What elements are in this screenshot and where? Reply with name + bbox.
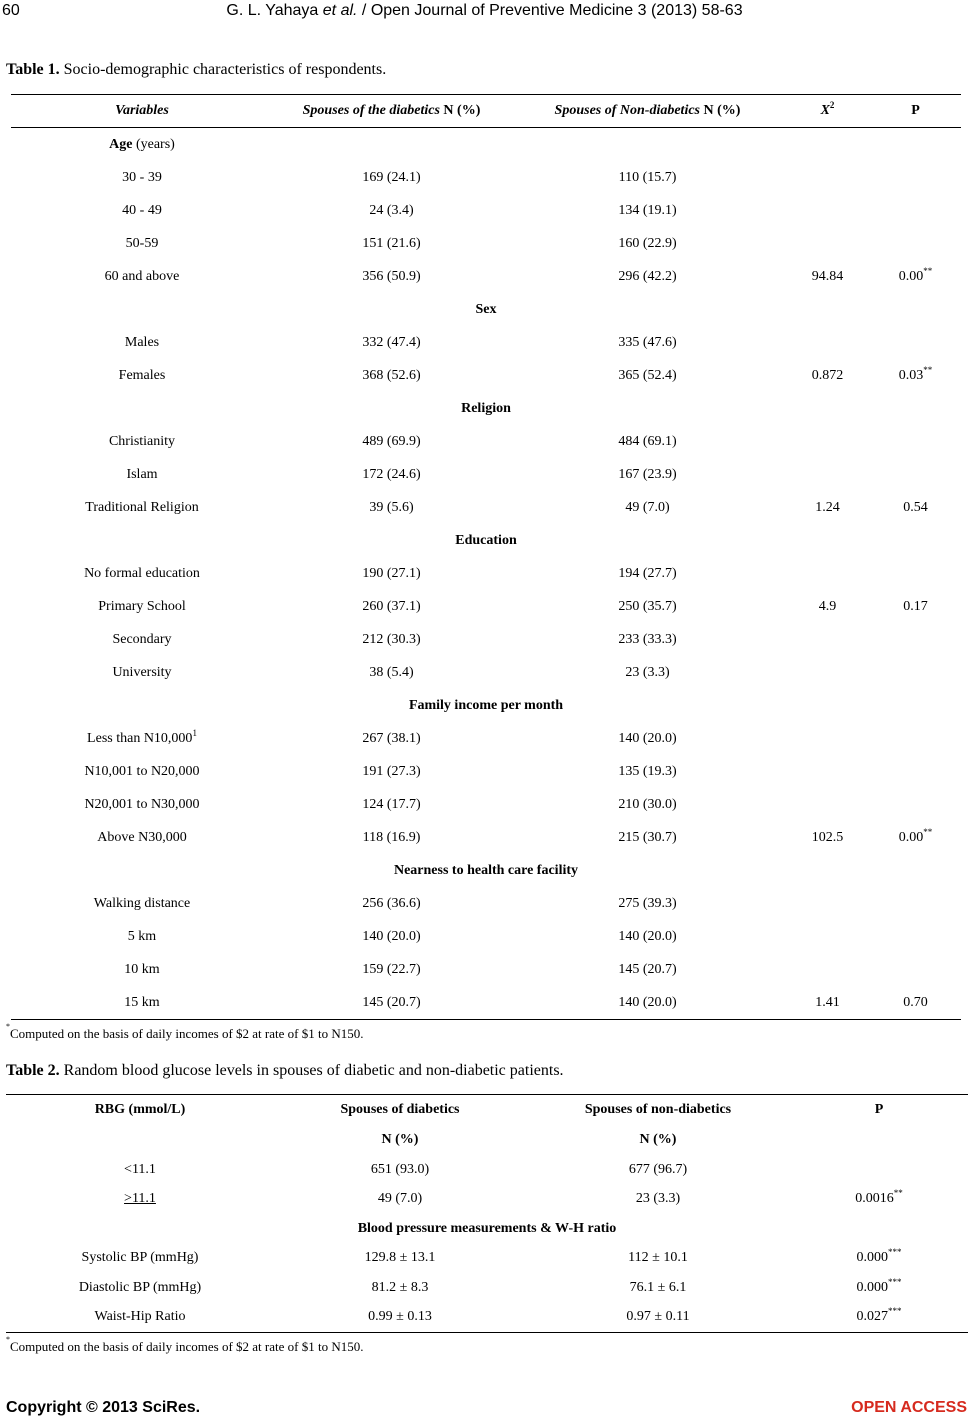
cell-diabetics: 256 (36.6) — [362, 895, 421, 911]
col-nondiabetics: Spouses of non-diabetics — [584, 1102, 732, 1117]
copyright-footer: Copyright © 2013 SciRes. — [6, 1399, 201, 1416]
table-row — [11, 590, 961, 623]
sex-group-label: Sex — [475, 301, 497, 317]
table1-header-row — [11, 95, 961, 128]
cell-p: 0.0016** — [855, 1188, 903, 1207]
table2-caption — [6, 1062, 564, 1080]
row-label: Waist-Hip Ratio — [94, 1309, 186, 1325]
cell-chi: 1.24 — [815, 499, 840, 515]
cell-nondiabetics: 135 (19.3) — [618, 763, 677, 779]
row-label: N20,001 to N30,000 — [84, 796, 200, 812]
cell-p: 0.70 — [903, 994, 928, 1010]
cell-chi — [785, 194, 870, 227]
cell-diabetics: 24 (3.4) — [369, 202, 414, 218]
row-label: 5 km — [127, 928, 157, 944]
cell-chi — [785, 656, 870, 689]
cell-diabetics: 651 (93.0) — [370, 1161, 430, 1177]
cell-chi — [785, 161, 870, 194]
cell-diabetics: 191 (27.3) — [362, 763, 421, 779]
col-chi-square: $X^2$ — [785, 95, 870, 128]
col-diabetics: Spouses of the diabetics N (%) — [273, 95, 510, 128]
cell-p — [870, 194, 961, 227]
subcol-diabetics-n-pct: N (%) — [381, 1132, 419, 1147]
cell-chi: 94.84 — [811, 268, 844, 284]
table-row — [11, 887, 961, 920]
table-row — [11, 755, 961, 788]
group-row-education — [11, 524, 961, 557]
cell-nondiabetics: 250 (35.7) — [618, 598, 677, 614]
running-header — [0, 2, 969, 20]
cell-chi — [785, 326, 870, 359]
cell-diabetics: 151 (21.6) — [362, 235, 421, 251]
col-diabetics: Spouses of diabetics — [340, 1102, 460, 1117]
table-row — [11, 458, 961, 491]
cell-p: 0.00** — [898, 826, 933, 845]
cell-p: 0.027*** — [856, 1306, 902, 1325]
cell-nondiabetics: 677 (96.7) — [628, 1161, 688, 1177]
cell-p: 0.03** — [898, 364, 933, 383]
header-etal: et al. — [322, 2, 358, 19]
cell-nondiabetics: 140 (20.0) — [618, 730, 677, 746]
table2 — [6, 1094, 968, 1333]
col-p: P — [874, 1102, 884, 1117]
row-label: N10,001 to N20,000 — [84, 763, 200, 779]
cell-chi — [785, 788, 870, 821]
cell-chi — [785, 623, 870, 656]
cell-p: 0.54 — [903, 499, 928, 515]
cell-diabetics: 81.2 ± 8.3 — [371, 1279, 429, 1295]
cell-p: 0.000*** — [856, 1247, 902, 1266]
cell-diabetics: 489 (69.9) — [362, 433, 421, 449]
row-label: Traditional Religion — [85, 499, 199, 515]
cell-chi — [785, 227, 870, 260]
table1-caption — [6, 61, 386, 79]
row-label: 40 - 49 — [122, 202, 162, 218]
row-label: Systolic BP (mmHg) — [81, 1250, 199, 1266]
religion-group-label: Religion — [461, 400, 511, 416]
cell-diabetics: 38 (5.4) — [369, 664, 414, 680]
row-label: No formal education — [84, 565, 200, 581]
table2-header-row — [6, 1095, 968, 1126]
cell-nondiabetics: 210 (30.0) — [618, 796, 677, 812]
bp-group-label: Blood pressure measurements & W-H ratio — [357, 1220, 617, 1236]
subcol-nondiabetics-n-pct: N (%) — [639, 1132, 677, 1147]
table1-footnote: *Computed on the basis of daily incomes of $2 at rate of $1 to N150. — [6, 1022, 364, 1041]
cell-nondiabetics: 335 (47.6) — [618, 334, 677, 350]
table2-caption-label: Table 2. — [6, 1062, 60, 1079]
table-row — [11, 953, 961, 986]
nearness-group-label: Nearness to health care facility — [393, 862, 579, 878]
table1-caption-text: Socio-demographic characteristics of respondents. — [59, 61, 387, 78]
cell-diabetics: 159 (22.7) — [362, 961, 421, 977]
cell-nondiabetics: 160 (22.9) — [618, 235, 677, 251]
cell-nondiabetics: 233 (33.3) — [618, 631, 677, 647]
table-row — [6, 1303, 968, 1333]
table2-caption-text: Random blood glucose levels in spouses of diabetic and non-diabetic patients. — [59, 1062, 564, 1079]
cell-chi — [785, 458, 870, 491]
table-row — [11, 425, 961, 458]
row-label: University — [112, 664, 172, 680]
table2-subheader-row — [6, 1125, 968, 1155]
cell-diabetics: 118 (16.9) — [362, 829, 421, 845]
table-row — [11, 656, 961, 689]
cell-diabetics: 49 (7.0) — [377, 1191, 423, 1207]
row-label: >11.1 — [124, 1191, 156, 1207]
cell-diabetics: 39 (5.6) — [369, 499, 414, 515]
page-number: 60 — [2, 2, 20, 19]
cell-chi — [785, 755, 870, 788]
cell-diabetics: 145 (20.7) — [362, 994, 421, 1010]
cell-nondiabetics: 194 (27.7) — [618, 565, 677, 581]
open-access-label: OPEN ACCESS — [851, 1399, 967, 1416]
cell-chi — [785, 722, 870, 755]
cell-diabetics: 0.99 ± 0.13 — [368, 1309, 432, 1325]
cell-diabetics: 172 (24.6) — [362, 466, 421, 482]
cell-p — [870, 557, 961, 590]
cell-chi — [785, 887, 870, 920]
cell-nondiabetics: 76.1 ± 6.1 — [629, 1279, 687, 1295]
cell-diabetics: 140 (20.0) — [362, 928, 421, 944]
row-label: Christianity — [108, 433, 176, 449]
age-group-label: Age (years) — [109, 136, 175, 152]
education-group-label: Education — [455, 532, 517, 548]
cell-nondiabetics: 296 (42.2) — [618, 268, 677, 284]
cell-diabetics: 332 (47.4) — [362, 334, 421, 350]
table-row — [6, 1273, 968, 1303]
table-row — [11, 986, 961, 1020]
table-row — [11, 557, 961, 590]
table1 — [11, 94, 961, 1020]
cell-p — [870, 887, 961, 920]
cell-chi: 0.872 — [811, 367, 844, 383]
cell-nondiabetics: 167 (23.9) — [618, 466, 677, 482]
table-row — [6, 1155, 968, 1185]
cell-p — [790, 1155, 968, 1185]
row-label: Secondary — [112, 631, 172, 647]
group-row-nearness — [11, 854, 961, 887]
cell-p — [870, 227, 961, 260]
cell-p — [870, 425, 961, 458]
cell-p: 0.17 — [903, 598, 928, 614]
row-label: 50-59 — [125, 235, 159, 251]
cell-p: 0.00** — [898, 265, 933, 284]
cell-p — [870, 161, 961, 194]
table-row — [11, 722, 961, 755]
row-label: 10 km — [124, 961, 160, 977]
row-label: 15 km — [124, 994, 160, 1010]
table-row — [11, 194, 961, 227]
cell-nondiabetics: 365 (52.4) — [618, 367, 677, 383]
table-row — [11, 227, 961, 260]
income-group-label: Family income per month — [408, 697, 564, 713]
cell-nondiabetics: 215 (30.7) — [618, 829, 677, 845]
cell-diabetics: 129.8 ± 13.1 — [364, 1250, 436, 1266]
table-row — [11, 260, 961, 293]
cell-diabetics: 356 (50.9) — [362, 268, 421, 284]
cell-p — [870, 458, 961, 491]
header-journal: / Open Journal of Preventive Medicine 3 (2013) 58-63 — [361, 2, 743, 19]
row-label: Above N30,000 — [97, 829, 187, 845]
row-label: Walking distance — [93, 895, 191, 911]
cell-nondiabetics: 275 (39.3) — [618, 895, 677, 911]
cell-chi — [785, 953, 870, 986]
cell-nondiabetics: 23 (3.3) — [625, 664, 670, 680]
cell-nondiabetics: 134 (19.1) — [618, 202, 677, 218]
row-label: Primary School — [98, 598, 186, 614]
cell-diabetics: 169 (24.1) — [362, 169, 421, 185]
cell-nondiabetics: 140 (20.0) — [618, 994, 677, 1010]
row-label: Islam — [126, 466, 158, 482]
row-label: Less than N10,000$^1$ — [87, 727, 197, 746]
row-label: Females — [118, 367, 166, 383]
table-row — [11, 788, 961, 821]
col-p: P — [870, 95, 961, 128]
table2-footnote: *Computed on the basis of daily incomes of $2 at rate of $1 to N150. — [6, 1335, 364, 1354]
cell-nondiabetics: 0.97 ± 0.11 — [626, 1309, 690, 1325]
col-nondiabetics: Spouses of Non-diabetics N (%) — [510, 95, 785, 128]
cell-chi — [785, 557, 870, 590]
cell-p — [870, 788, 961, 821]
cell-chi: 1.41 — [815, 994, 840, 1010]
cell-chi — [785, 425, 870, 458]
group-row-income — [11, 689, 961, 722]
col-rbg: RBG (mmol/L) — [94, 1102, 186, 1117]
table-row — [6, 1185, 968, 1215]
group-row-age — [11, 128, 961, 162]
cell-diabetics: 212 (30.3) — [362, 631, 421, 647]
table-row — [11, 161, 961, 194]
cell-chi — [785, 920, 870, 953]
col-variables: Variables — [11, 95, 273, 128]
cell-diabetics: 267 (38.1) — [362, 730, 421, 746]
cell-nondiabetics: 112 ± 10.1 — [628, 1250, 688, 1266]
cell-chi: 102.5 — [811, 829, 844, 845]
row-label: Diastolic BP (mmHg) — [78, 1279, 202, 1295]
cell-p — [870, 326, 961, 359]
cell-p — [870, 755, 961, 788]
cell-diabetics: 260 (37.1) — [362, 598, 421, 614]
row-label: Males — [124, 334, 160, 350]
cell-p — [870, 656, 961, 689]
cell-p: 0.000*** — [856, 1276, 902, 1295]
table1-caption-label: Table 1. — [6, 61, 60, 78]
table-row — [11, 359, 961, 392]
table-row — [11, 920, 961, 953]
table-row — [11, 491, 961, 524]
row-label: <11.1 — [124, 1161, 156, 1177]
cell-p — [870, 623, 961, 656]
cell-diabetics: 190 (27.1) — [362, 565, 421, 581]
table-row — [11, 623, 961, 656]
cell-p — [870, 953, 961, 986]
cell-p — [870, 722, 961, 755]
group-row-bp — [6, 1214, 968, 1244]
cell-diabetics: 124 (17.7) — [362, 796, 421, 812]
table-row — [6, 1244, 968, 1274]
header-authors: G. L. Yahaya — [226, 2, 319, 19]
cell-p — [870, 920, 961, 953]
cell-nondiabetics: 49 (7.0) — [625, 499, 670, 515]
cell-chi: 4.9 — [818, 598, 837, 614]
cell-nondiabetics: 140 (20.0) — [618, 928, 677, 944]
cell-nondiabetics: 23 (3.3) — [635, 1191, 681, 1207]
row-label: 60 and above — [104, 268, 180, 284]
table-row — [11, 821, 961, 854]
cell-nondiabetics: 484 (69.1) — [618, 433, 677, 449]
group-row-religion — [11, 392, 961, 425]
table-row — [11, 326, 961, 359]
cell-nondiabetics: 110 (15.7) — [618, 169, 677, 185]
row-label: 30 - 39 — [122, 169, 162, 185]
cell-diabetics: 368 (52.6) — [362, 367, 421, 383]
cell-nondiabetics: 145 (20.7) — [618, 961, 677, 977]
group-row-sex — [11, 293, 961, 326]
